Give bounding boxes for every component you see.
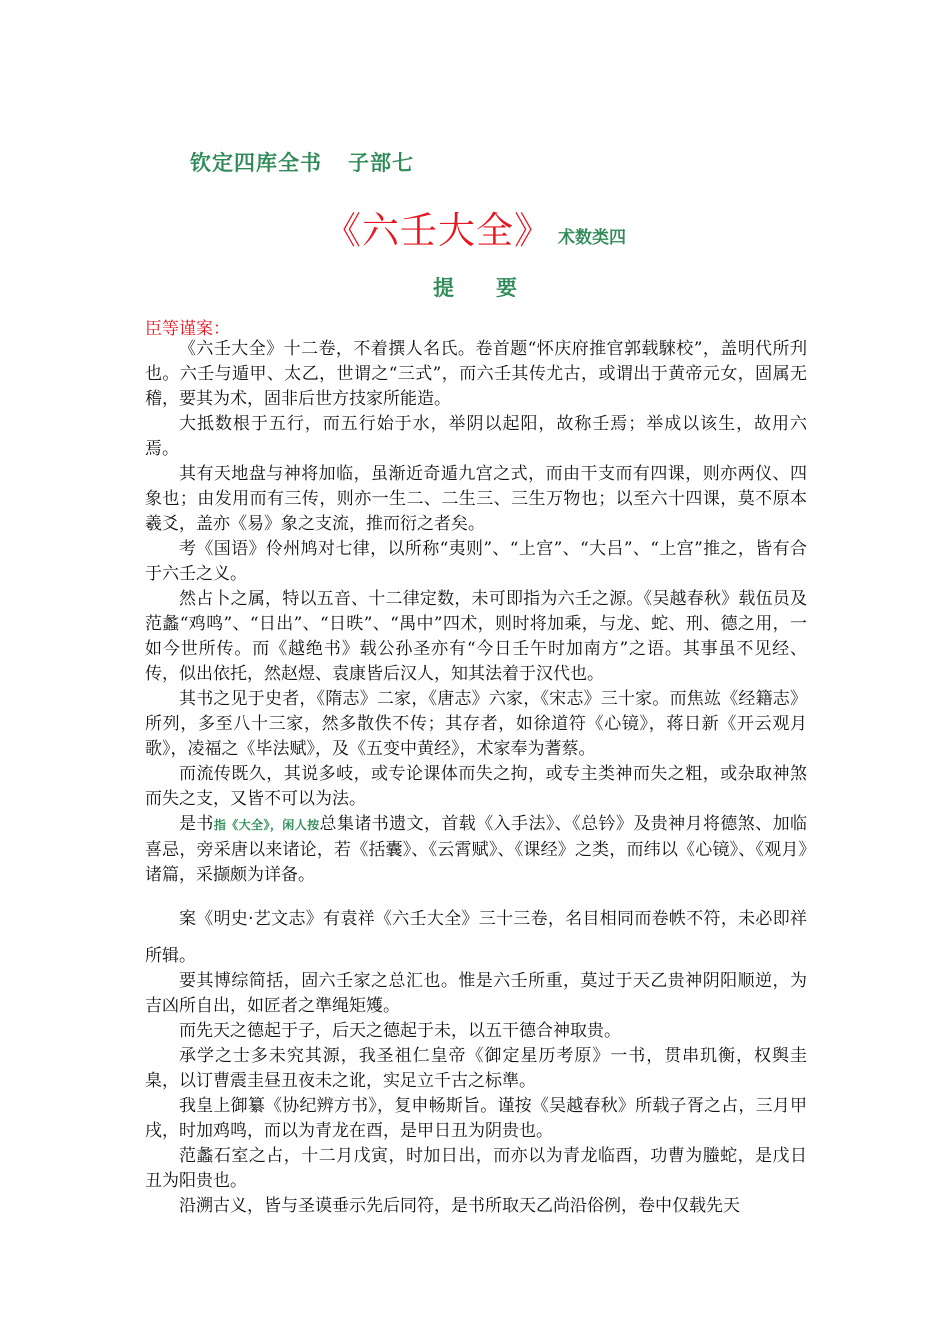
book-title xyxy=(0,200,950,254)
collection-header xyxy=(190,147,414,177)
paragraph: 沿溯古义，皆与圣谟垂示先后同符，是书所取天乙尚沿俗例，卷中仅载先天 xyxy=(179,1196,740,1216)
paragraph: 承学之士多未究其源，我圣祖仁皇帝《御定星历考原》一书，贯串玑衡，权舆圭臬，以订曹震圭昼丑夜未之讹，实足立千古之标準。 xyxy=(145,1046,807,1091)
paragraph-text: 是书 xyxy=(179,814,214,834)
collection-section: 子部七 xyxy=(348,151,414,175)
editor-note: 指《大全》，闲人按 xyxy=(213,818,320,832)
paragraph: 其有天地盘与神将加临，虽渐近奇遁九宫之式，而由干支而有四课，则亦两仪、四象也；由发用而有三传，则亦一生二、二生三、三生万物也；以至六十四课，莫不原本羲爻，盖亦《易》象之支流，推而衍之者矣。 xyxy=(145,464,807,534)
book-title-main: 《六壬大全》 xyxy=(324,209,552,252)
paragraph: 要其博综简括，固六壬家之总汇也。惟是六壬所重，莫过于天乙贵神阴阳顺逆，为吉凶所自出，如匠者之準绳矩矱。 xyxy=(145,971,807,1016)
paragraph-with-note xyxy=(145,812,807,888)
collection-name: 钦定四库全书 xyxy=(190,151,322,175)
paragraph: 其书之见于史者，《隋志》二家，《唐志》六家，《宋志》三十家。而焦竑《经籍志》所列，多至八十三家，然多散佚不传；其存者，如徐道符《心镜》，蒋日新《开云观月歌》，凌福之《毕法赋》，及《五变中黄经》，术家奉为蓍蔡。 xyxy=(145,689,807,759)
section-heading: 提要 xyxy=(433,276,559,300)
document-body xyxy=(145,337,807,1219)
paragraph: 大抵数根于五行，而五行始于水，举阴以起阳，故称壬焉；举成以该生，故用六焉。 xyxy=(145,414,807,459)
paragraph: 而流传既久，其说多岐，或专论课体而失之拘，或专主类神而失之粗，或杂取神煞而失之支，又皆不可以为法。 xyxy=(145,764,807,809)
paragraph: 《六壬大全》十二卷，不着撰人名氏。卷首题“怀庆府推官郭载騋校”，盖明代所刋也。六壬与遁甲、太乙，世谓之“三式”，而六壬其传尤古，或谓出于黄帝元女，固属无稽，要其为术，固非后世方技家所能造。 xyxy=(145,339,807,409)
paragraph: 考《国语》伶州鸠对七律，以所称“夷则”、“上宫”、“大吕”、“上宫”推之，皆有合于六壬之义。 xyxy=(145,539,807,584)
paragraph: 我皇上御纂《协纪辨方书》，复申畅斯旨。谨按《吴越春秋》所载子胥之占，三月甲戌，时加鸡鸣，而以为青龙在酉，是甲日丑为阴贵也。 xyxy=(145,1096,807,1141)
book-category: 术数类四 xyxy=(558,228,626,248)
paragraph: 范蠡石室之占，十二月戊寅，时加日出，而亦以为青龙临酉，功曹为螣蛇，是戊日丑为阳贵也。 xyxy=(145,1146,807,1191)
paragraph-text: 总集诸书遗文，首载《入手法》、《总钤》及贵神月将德煞、加临喜忌，旁采唐以来诸论，若《括囊》、《云霄赋》、《课经》之类，而纬以《心镜》、《观月》诸篇，采撷颇为详备。 xyxy=(145,814,808,885)
paragraph: 而先天之德起于子，后天之德起于未，以五干德合神取贵。 xyxy=(179,1021,621,1041)
paragraph: 然占卜之属，特以五音、十二律定数，未可即指为六壬之源。《吴越春秋》载伍员及范蠡“鸡鸣”、“日出”、“日昳”、“禺中”四术，则时将加乘，与龙、蛇、刑、德之用，一如今世所传。而《越绝书》载公孙圣亦有“今日壬午时加南方”之语。其事虽不见经、传，似出依托，然赵煜、袁康皆后汉人，知其法着于汉代也。 xyxy=(145,589,807,684)
paragraph: 案《明史·艺文志》有袁祥《六壬大全》三十三卷，名目相同而卷帙不符，未必即祥所辑。 xyxy=(145,909,807,966)
intro-label: 臣等谨案： xyxy=(145,319,230,339)
